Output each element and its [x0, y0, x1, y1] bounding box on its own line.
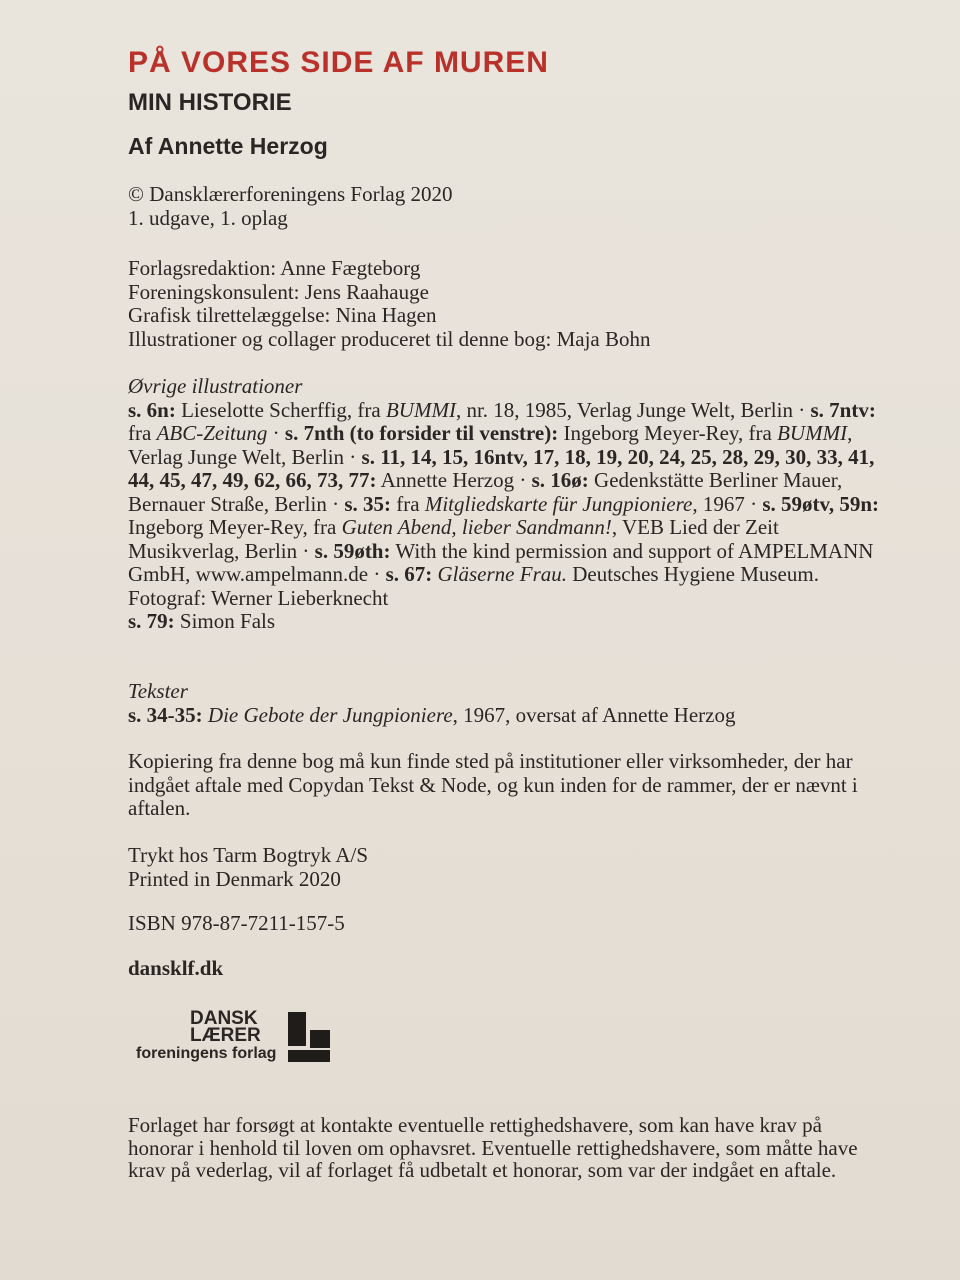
credit-text: , 1967 · — [692, 491, 763, 516]
illustrations-list — [128, 399, 888, 634]
rights-notice: Forlaget har forsøgt at kontakte eventuelle rettighedshavere, som kan have krav på honorar i henhold til loven om ophavsret. Eventuelle rettighedshavere, som måtte have krav på vederlag, vil af forlaget få udbetalt et honorar, som var der indgået en aftale. — [128, 1113, 858, 1182]
illustrations-block — [128, 375, 888, 634]
work-title: ABC-Zeitung — [156, 421, 268, 445]
website-link[interactable]: dansklf.dk — [128, 956, 224, 980]
printed-in-line: Printed in Denmark 2020 — [128, 866, 341, 891]
credit-text: Gedenkstätte Berliner Mauer, Bernauer Straße, Berlin · — [128, 468, 843, 516]
credit-line: Forlagsredaktion: Anne Fægteborg — [128, 256, 421, 280]
credit-line: Grafisk tilrettelæggelse: Nina Hagen — [128, 303, 437, 327]
page-reference: s. 59øth: — [314, 538, 391, 563]
copyright-line: © Dansklærerforeningens Forlag 2020 — [128, 182, 453, 206]
work-title: BUMMI — [777, 421, 848, 445]
credit-text: , nr. 18, 1985, Verlag Junge Welt, Berlin · — [455, 397, 811, 422]
work-title: Gläserne Frau. — [437, 562, 567, 586]
credit-text: Ingeborg Meyer-Rey, fra — [558, 421, 778, 445]
book-title: PÅ VORES SIDE AF MUREN — [128, 46, 549, 79]
page-reference: s. 6n: — [128, 397, 176, 422]
credit-text: Deutsches Hygiene Museum. Fotograf: Werner Lieberknecht — [128, 562, 819, 610]
credit-text: Simon Fals — [174, 609, 276, 633]
page-reference: s. 7nth (to forsider til venstre): — [284, 421, 559, 445]
printer-line: Trykt hos Tarm Bogtryk A/S — [128, 843, 369, 867]
book-subtitle: MIN HISTORIE — [128, 89, 292, 116]
credit-text: Lieselotte Scherffig, fra — [175, 397, 386, 422]
page-reference: s. 35: — [344, 491, 392, 516]
page-reference: s. 7ntv: — [810, 397, 876, 422]
copyright-block — [128, 183, 918, 230]
credit-text: Annette Herzog · — [376, 468, 532, 492]
work-title: Guten Abend, lieber Sandmann! — [341, 515, 612, 539]
credit-text: , VEB Lied der Zeit Musikverlag, Berlin · — [128, 515, 779, 563]
isbn: ISBN 978-87-7211-157-5 — [128, 911, 345, 935]
credit-text: · — [267, 421, 285, 445]
publisher-mark-icon — [288, 1012, 332, 1062]
credit-text: fra — [128, 421, 157, 445]
book-author: Af Annette Herzog — [128, 133, 328, 159]
texts-entry — [128, 704, 918, 728]
page-reference: s. 59øtv, 59n: — [762, 491, 880, 516]
logo-text-dansk: DANSK — [190, 1008, 258, 1029]
printing-block — [128, 844, 918, 891]
credit-text: With the kind permission and support of AMPELMANN GmbH, www.ampelmann.de · — [128, 538, 874, 586]
texts-rest: , 1967, oversat af Annette Herzog — [452, 702, 736, 727]
copying-notice: Kopiering fra denne bog må kun finde sted på institutioner eller virksomheder, der har indgået aftale med Copydan Tekst & Node, og kun inden for de rammer, der er nævnt i aftalen. — [128, 749, 858, 820]
texts-heading: Tekster — [128, 679, 188, 703]
credits-block — [128, 257, 918, 351]
page-reference: s. 16ø: — [531, 468, 589, 492]
texts-page-ref: s. 34-35: — [128, 702, 203, 727]
illustrations-heading: Øvrige illustrationer — [128, 374, 303, 398]
page-reference: s. 79: — [128, 609, 175, 633]
texts-work-title: Die Gebote der Jungpioniere — [207, 702, 453, 727]
publisher-logo — [136, 1010, 336, 1066]
credit-text: fra — [391, 491, 425, 516]
logo-text-laerer: LÆRER — [190, 1025, 261, 1046]
texts-block — [128, 680, 918, 727]
work-title: Mitgliedskarte für Jungpioniere — [424, 491, 693, 516]
credit-line: Foreningskonsulent: Jens Raahauge — [128, 279, 429, 304]
edition-line: 1. udgave, 1. oplag — [128, 205, 288, 230]
logo-text-forlag: foreningens forlag — [136, 1045, 277, 1062]
page-reference: s. 11, 14, 15, 16ntv, 17, 18, 19, 20, 24, 25, 28, 29, 30, 33, 41, 44, 45, 47, 49, 62, 66, 73, 77: — [128, 444, 875, 492]
page-reference: s. 67: — [385, 562, 433, 586]
credit-text: Ingeborg Meyer-Rey, fra — [128, 515, 342, 539]
credit-line: Illustrationer og collager produceret til denne bog: Maja Bohn — [128, 326, 651, 351]
work-title: BUMMI — [385, 397, 456, 422]
credit-text: , Verlag Junge Welt, Berlin · — [128, 421, 853, 469]
